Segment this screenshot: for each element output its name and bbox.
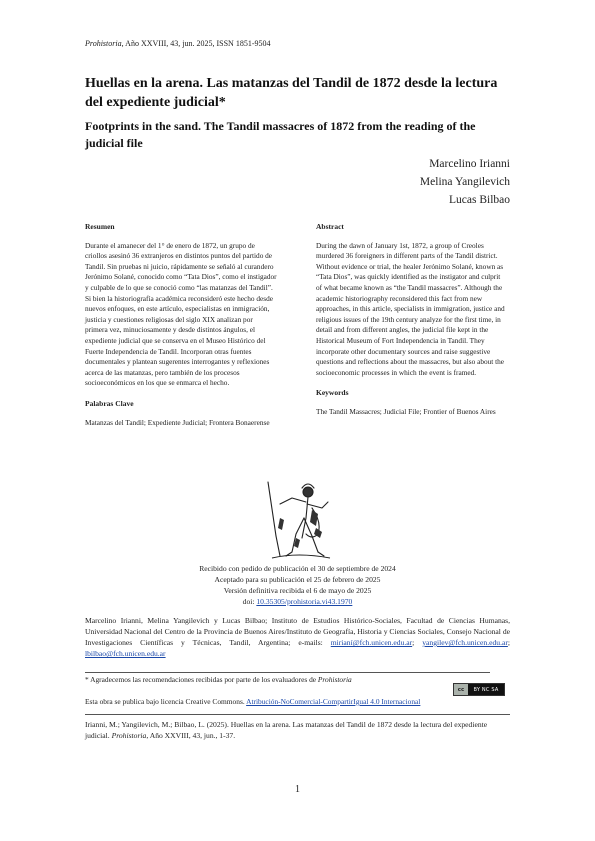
article-subtitle: Footprints in the sand. The Tandil massacres of 1872 from the reading of the judicial file: [85, 119, 476, 150]
acknowledgement-footnote: [85, 675, 352, 684]
doi-line: [85, 596, 510, 607]
author-name: Lucas Bilbao: [449, 194, 510, 206]
abstract-heading: Abstract: [316, 222, 344, 231]
keywords-text: The Tandil Massacres; Judicial File; Frontier of Buenos Aires: [316, 406, 496, 416]
affiliation-text: Marcelino Irianni, Melina Yangilevich y Lucas Bilbao; Instituto de Estudios Histórico-Sociales, Facultad de Ciencias Humanas, Universidad Nacional del Centro de la Provincia de Buenos Aires/Instituto de Geografía, Historia y Ciencias Sociales, Consejo Nacional de Investigaciones Científicas y Técnicas, Tandil, Argentina; e-mails:: [85, 616, 510, 647]
cc-logo-icon: cc: [454, 684, 468, 695]
doi-link[interactable]: 10.35305/prohistoria.vi43.1970: [256, 597, 353, 606]
citation-divider: [85, 714, 510, 715]
article-title: Huellas en la arena. Las matanzas del Tandil de 1872 desde la lectura del expediente judicial*: [85, 76, 498, 110]
received-date: Recibido con pedido de publicación el 30 de septiembre de 2024: [199, 564, 396, 573]
author-name: Marcelino Irianni: [429, 158, 510, 170]
cc-license-tags: BY NC SA: [468, 684, 504, 695]
resumen-heading: Resumen: [85, 222, 115, 231]
email-link[interactable]: yangilev@fch.unicen.edu.ar: [422, 638, 508, 647]
doi-label: doi:: [242, 597, 257, 606]
email-link[interactable]: mirianí@fch.unicen.edu.ar: [330, 638, 413, 647]
creative-commons-badge[interactable]: [453, 683, 505, 696]
abstract-text: During the dawn of January 1st, 1872, a group of Creoles murdered 36 foreigners in different parts of the Tandil district. Without evidence or trial, the healer Jerónimo Solané, known as “Tata Dios”, was quickly identified as the instigator and culprit of what became known as “the Tandil massacres”. Although the academic historiography reconsidered this fact from new approaches, in this article, specialists in immigration, justice and religious issues of the 19th century analyze for the first time, in detail and from different angles, the judicial file kept in the Historical Museum of Fort Independencia in Tandil. They incorporate other documentary sources and raise suggestive questions and reflections about the massacres, but also about the socioeconomic processes in which the event is framed.: [316, 240, 505, 377]
don-quixote-sketch-icon: [252, 478, 344, 560]
palabras-clave-text: Matanzas del Tandil; Expediente Judicial; Frontera Bonaerense: [85, 417, 270, 427]
journal-issue: , Año XXVIII, 43, jun. 2025, ISSN 1851-9504: [121, 39, 271, 48]
author-list: [420, 155, 510, 209]
footnote-divider: [85, 672, 490, 673]
publication-dates: [85, 563, 510, 607]
citation-journal: Prohistoria: [111, 731, 147, 740]
author-affiliation: Marcelino Irianni, Melina Yangilevich y Lucas Bilbao; Instituto de Estudios Histórico-Sociales, Facultad de Ciencias Humanas, Universidad Nacional del Centro de la Provincia de Buenos Aires/Instituto de Geografía, Historia y Ciencias Sociales, Consejo Nacional de Investigaciones Científicas y Técnicas, Tandil, Argentina; e-mails: mirianí@fch.unicen.edu.ar; yangilev@fch.unicen.edu.ar; lbilbao@fch.unicen.edu.ar: [85, 616, 510, 658]
resumen-text: Durante el amanecer del 1° de enero de 1872, un grupo de criollos asesinó 36 extranjeros en distintos puntos del partido de Tandil. Sin pruebas ni juicio, rápidamente se señaló al curandero Jerónimo Solané, conocido como “Tata Dios”, como el instigador y culpable de lo que se conoció como “las matanzas del Tandil”. Si bien la historiografía académica reconsideró este hecho desde nuevos enfoques, en este artículo, especialistas en inmigración, justicia y cuestiones religiosas del siglo XIX analizan por primera vez, minuciosamente y desde distintos ángulos, el expediente judicial que se conserva en el Museo Histórico del Fuerte Independencia de Tandil. Incorporan otras fuentes documentales y plantean sugerentes interrogantes y reflexiones acerca de las matanzas, pero también de los procesos socioeconómicos en los que se enmarca el hecho.: [85, 240, 277, 388]
final-version-date: Versión definitiva recibida el 6 de mayo de 2025: [223, 586, 372, 595]
citation: [85, 719, 510, 741]
citation-issue: , Año XXVIII, 43, jun., 1-37.: [146, 731, 236, 740]
resumen-column: [85, 222, 277, 436]
page-number: 1: [295, 784, 300, 795]
license-notice: [85, 697, 420, 706]
email-link[interactable]: lbilbao@fch.unicen.edu.ar: [85, 649, 166, 658]
palabras-clave-heading: Palabras Clave: [85, 398, 134, 408]
footnote-journal: Prohistoria: [317, 675, 352, 684]
citation-text: Irianni, M.; Yangilevich, M.; Bilbao, L. (2025). Huellas en la arena. Las matanzas del Tandil de 1872 desde la lectura del expediente judicial.: [85, 720, 488, 740]
license-text: Esta obra se publica bajo licencia Creative Commons.: [85, 697, 247, 706]
journal-header: [85, 39, 271, 48]
keywords-heading: Keywords: [316, 388, 349, 398]
footnote-text: * Agradecemos las recomendaciones recibidas por parte de los evaluadores de: [85, 675, 318, 684]
license-link[interactable]: Atribución-NoComercial-CompartirIgual 4.0 Internacional: [246, 697, 421, 706]
abstract-column: [316, 222, 508, 426]
accepted-date: Aceptado para su publicación el 25 de febrero de 2025: [214, 575, 381, 584]
journal-name: Prohistoria: [85, 39, 122, 48]
author-name: Melina Yangilevich: [419, 176, 510, 188]
